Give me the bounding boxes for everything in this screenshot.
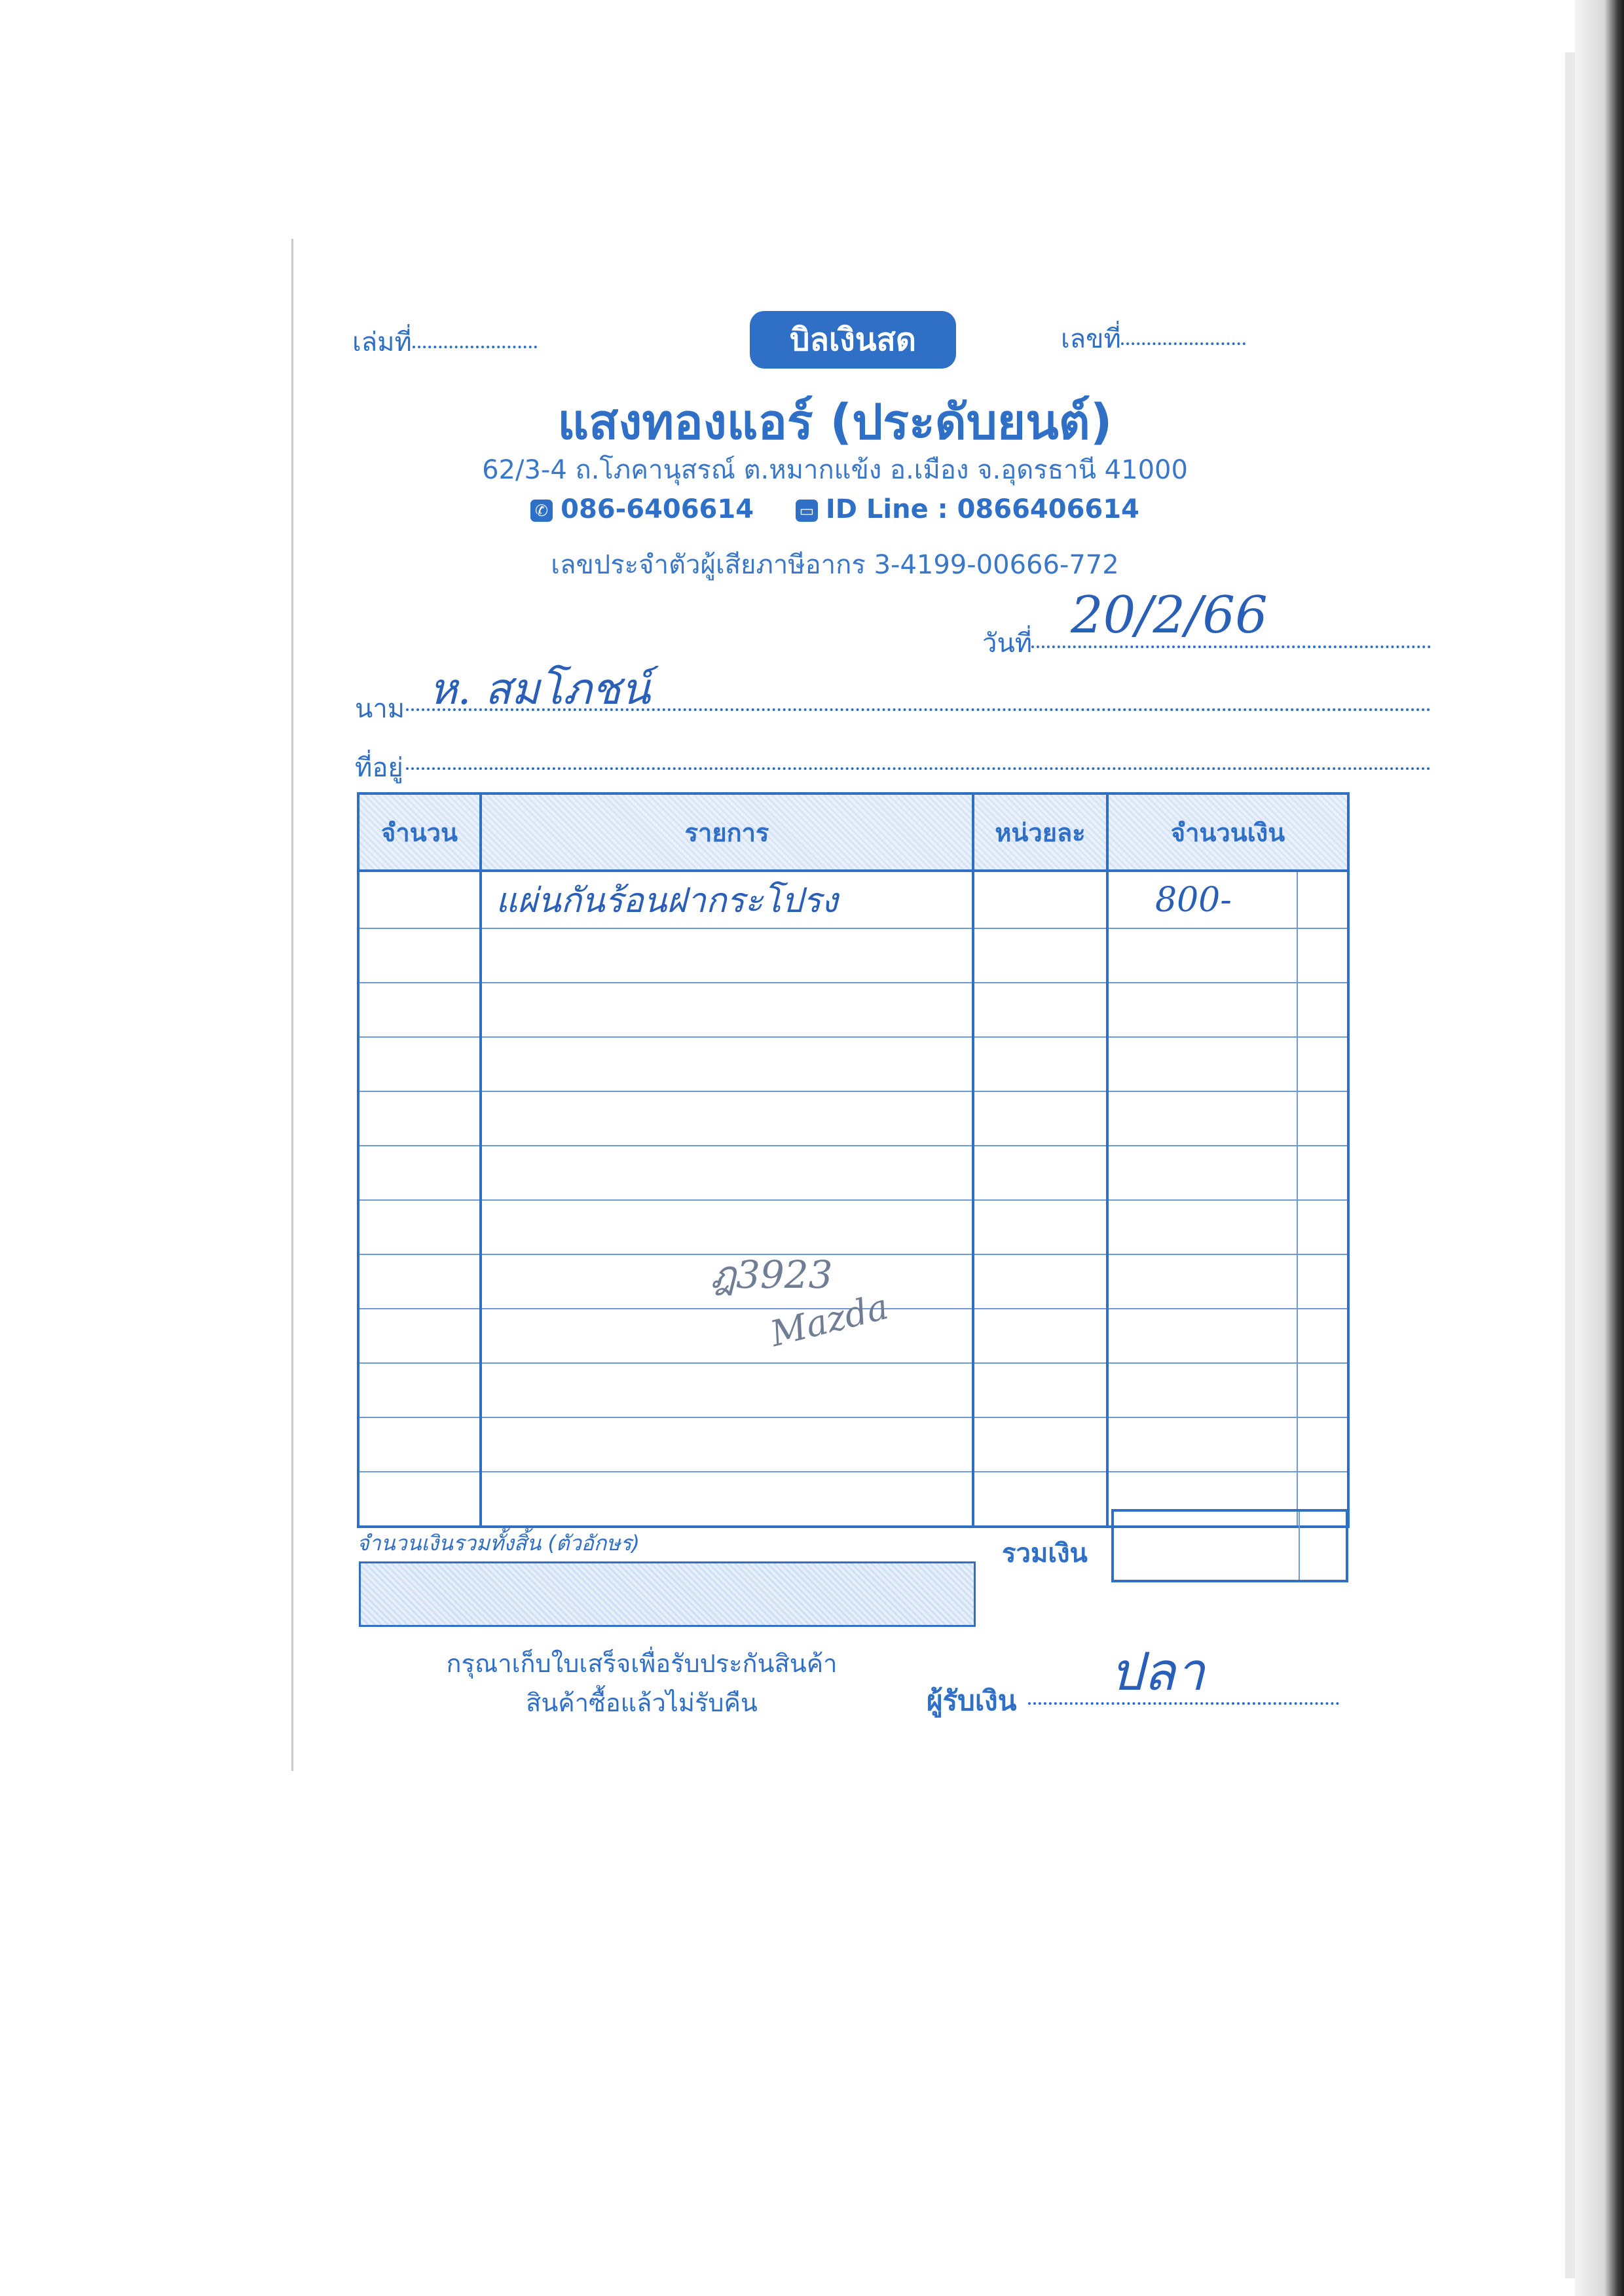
table-row	[358, 1417, 1348, 1472]
item-cell	[481, 1037, 973, 1091]
qty-cell	[358, 1472, 481, 1527]
satang-cell	[1297, 928, 1348, 983]
unit-price-cell	[973, 1091, 1107, 1146]
unit-price-cell	[973, 983, 1107, 1037]
column-header-amount: จำนวนเงิน	[1107, 793, 1348, 871]
phone-icon: ✆	[530, 500, 553, 522]
item-cell	[481, 1146, 973, 1200]
item-cell	[481, 1417, 973, 1472]
contact-line	[295, 494, 1375, 524]
qty-cell	[358, 1254, 481, 1309]
pencil-note-brand: Mazda	[766, 1285, 893, 1355]
amount-cell	[1107, 983, 1297, 1037]
customer-name-handwritten: ห. สมโภชน์	[429, 664, 651, 714]
table-row	[358, 928, 1348, 983]
phone-number: 086-6406614	[561, 494, 754, 524]
qty-cell	[358, 1146, 481, 1200]
line-chat-icon: ▭	[796, 500, 818, 522]
unit-price-cell	[973, 928, 1107, 983]
satang-cell	[1297, 1309, 1348, 1363]
name-label: นาม	[355, 694, 405, 724]
scanner-edge	[1575, 0, 1624, 2296]
satang-cell	[1297, 1254, 1348, 1309]
receiver-label: ผู้รับเงิน	[927, 1685, 1017, 1717]
receiver-signature: ปลา	[1110, 1641, 1205, 1702]
shop-name: แสงทองแอร์ (ประดับยนต์)	[557, 394, 1113, 450]
no-return-note: สินค้าซื้อแล้วไม่รับคืน	[526, 1688, 758, 1717]
warranty-note: กรุณาเก็บใบเสร็จเพื่อรับประกันสินค้า	[446, 1649, 838, 1678]
bill-title-badge: บิลเงินสด	[750, 311, 956, 369]
date-line	[1031, 646, 1431, 648]
item-cell	[481, 983, 973, 1037]
total-label: รวมเงิน	[1002, 1539, 1088, 1569]
total-words-box	[359, 1561, 976, 1627]
unit-price-cell	[973, 1417, 1107, 1472]
item-cell	[481, 1309, 973, 1363]
satang-cell	[1297, 1200, 1348, 1254]
date-handwritten: 20/2/66	[1071, 586, 1268, 645]
item-cell	[481, 928, 973, 983]
date-label: วันที่	[982, 629, 1033, 659]
satang-cell	[1297, 1146, 1348, 1200]
table-row	[358, 983, 1348, 1037]
address-line	[406, 767, 1431, 770]
unit-price-cell	[973, 1254, 1107, 1309]
qty-cell	[358, 1037, 481, 1091]
amount-cell	[1107, 1146, 1297, 1200]
unit-price-cell	[973, 1200, 1107, 1254]
amount-cell	[1107, 871, 1297, 928]
item-cell	[481, 1472, 973, 1527]
amount-cell	[1107, 1037, 1297, 1091]
unit-price-cell	[973, 1037, 1107, 1091]
table-row	[358, 1037, 1348, 1091]
item-cell	[481, 1363, 973, 1417]
amount-cell	[1107, 928, 1297, 983]
qty-cell	[358, 1200, 481, 1254]
amount-cell	[1107, 1363, 1297, 1417]
column-header-item: รายการ	[481, 793, 973, 871]
qty-cell	[358, 1309, 481, 1363]
table-row	[358, 1091, 1348, 1146]
total-amount-box	[1111, 1509, 1348, 1582]
table-header-row	[358, 793, 1348, 871]
unit-price-cell	[973, 1472, 1107, 1527]
table-row	[358, 1146, 1348, 1200]
qty-cell	[358, 1363, 481, 1417]
qty-cell	[358, 928, 481, 983]
amount-handwritten: 800-	[1155, 880, 1232, 920]
cash-bill	[295, 236, 1375, 1781]
table-row	[358, 1363, 1348, 1417]
tax-id: เลขประจำตัวผู้เสียภาษีอากร 3-4199-00666-772	[551, 550, 1119, 580]
satang-cell	[1297, 1417, 1348, 1472]
line-id: ID Line : 0866406614	[825, 494, 1139, 524]
qty-cell	[358, 1091, 481, 1146]
qty-cell	[358, 1417, 481, 1472]
column-header-qty: จำนวน	[358, 793, 481, 871]
shop-address: 62/3-4 ถ.โภคานุสรณ์ ต.หมากแข้ง อ.เมือง จ.อุดรธานี 41000	[482, 455, 1188, 485]
bill-number-field	[1121, 342, 1246, 345]
book-number-field	[413, 346, 537, 348]
table-row	[358, 1200, 1348, 1254]
total-satang-divider	[1299, 1512, 1300, 1580]
unit-price-cell	[973, 1146, 1107, 1200]
total-words-label: จำนวนเงินรวมทั้งสิ้น (ตัวอักษร)	[357, 1531, 640, 1556]
number-label: เลขที่	[1061, 324, 1121, 354]
book-label: เล่มที่	[352, 327, 412, 357]
table-row	[358, 871, 1348, 928]
unit-price-cell	[973, 1363, 1107, 1417]
satang-cell	[1297, 1363, 1348, 1417]
items-table	[357, 792, 1350, 1528]
satang-cell	[1297, 983, 1348, 1037]
address-label: ที่อยู่	[355, 753, 403, 783]
pencil-note-plate: ฎ3923	[710, 1252, 833, 1297]
item-handwritten: แผ่นกันร้อนฝากระโปรง	[496, 881, 838, 920]
satang-cell	[1297, 1091, 1348, 1146]
satang-cell	[1297, 871, 1348, 928]
unit-price-cell	[973, 871, 1107, 928]
column-header-unit-price: หน่วยละ	[973, 793, 1107, 871]
amount-cell	[1107, 1091, 1297, 1146]
amount-cell	[1107, 1417, 1297, 1472]
bill-left-edge	[291, 239, 293, 1771]
item-cell	[481, 1091, 973, 1146]
satang-cell	[1297, 1037, 1348, 1091]
qty-cell	[358, 983, 481, 1037]
amount-cell	[1107, 1309, 1297, 1363]
item-cell	[481, 871, 973, 928]
unit-price-cell	[973, 1309, 1107, 1363]
amount-cell	[1107, 1200, 1297, 1254]
qty-cell	[358, 871, 481, 928]
amount-cell	[1107, 1254, 1297, 1309]
